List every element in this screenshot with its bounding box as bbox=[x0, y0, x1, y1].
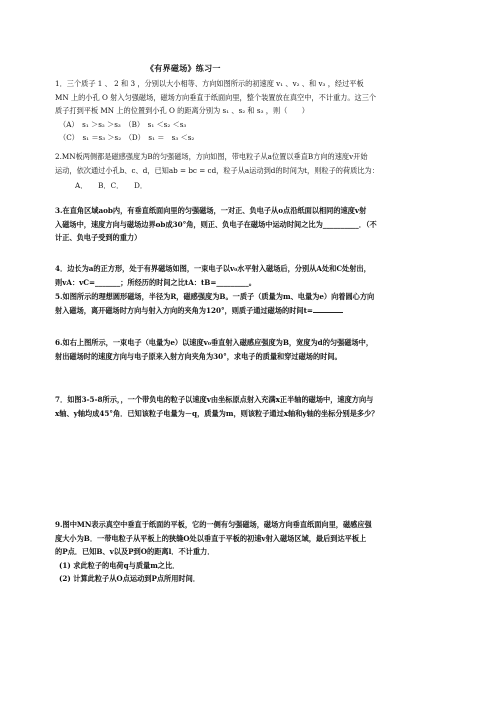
question-3 bbox=[55, 204, 455, 245]
q9-line-2: 度大小为B．一带电粒子从平板上的狭缝O处以垂直于平板的初速v射入磁场区域，最后到达平板上 bbox=[55, 533, 367, 543]
q9-subquestion-2: (2) 计算此粒子从O点运动到P点所用时间． bbox=[59, 574, 200, 584]
q4-line-2: 则vA：vC=_______；所经历的时间之比tA：tB=_________。 bbox=[55, 277, 256, 287]
q3-line-3: 计正、负电子受到的重力） bbox=[55, 233, 142, 243]
question-6 bbox=[55, 336, 455, 363]
question-9 bbox=[55, 518, 455, 586]
question-4 bbox=[55, 262, 455, 289]
question-7 bbox=[55, 393, 455, 420]
q1-line-3: 质子打到平板 MN 上的位置到小孔 O 的距离分别为 s₁ 、s₂ 和 s₃ ，则（ ） bbox=[55, 106, 309, 116]
q1-line-1: 1．三个质子 1 、 2 和 3 ，分别以大小相等、方向如图所示的初速度 v₁ 、v₂ 、和 v₃ ，经过平板 bbox=[55, 79, 364, 88]
question-1 bbox=[55, 77, 455, 145]
q9-line-1: 9.图中MN表示真空中垂直于纸面的平板，它的一侧有匀强磁场，磁场方向垂直纸面向里，磁感应强 bbox=[55, 520, 372, 529]
q9-subquestion-1: (1) 求此粒子的电荷q与质量m之比． bbox=[59, 560, 180, 570]
question-5 bbox=[55, 290, 455, 317]
q7-line-1: 7．如图3-5-8所示，，一个带负电的粒子以速度v由坐标原点射入充满x正半轴的磁场中，速度方向与 bbox=[55, 395, 374, 404]
q3-line-2: 入磁场中，速度方向与磁场边界ob成30°角，则正、负电子在磁场中运动时间之比为__________．（不 bbox=[55, 219, 377, 229]
q1-line-2: MN 上的小孔 O 射入匀强磁场，磁场方向垂直于纸面向里，整个装置放在真空中，不计重力。这三个 bbox=[55, 92, 377, 102]
q5-line-1: 5.如图所示的理想圆形磁场，半径为R，磁感强度为B。一质子（质量为m、电量为e）向着圆心方向 bbox=[55, 292, 375, 301]
q3-line-1: 3.在直角区域aob内，有垂直纸面向里的匀强磁场，一对正、负电子从o点沿纸面以相同的速度v射 bbox=[55, 206, 367, 215]
q2-options: A． B．C． D． bbox=[75, 181, 148, 191]
q1-options-cd: （C） s₁ ＝s₃ ＞s₂ （D） s₁ ＝ s₃ ＜s₂ bbox=[59, 133, 195, 143]
q2-line-2: 运动，依次通过小孔b、c、d，已知ab = bc = cd，粒子从a运动到d的时间为t，则粒子的荷质比为： bbox=[55, 165, 379, 175]
q6-line-2: 射出磁场时的速度方向与电子原来入射方向夹角为30°，求电子的质量和穿过磁场的时间。 bbox=[55, 351, 342, 361]
q9-line-3: 的P点．已知B、v以及P到O的距离l．不计重力． bbox=[55, 547, 215, 557]
q1-options-ab: （A） s₁ ＞s₂ ＞s₃ （B） s₁ ＜s₂ ＜s₃ bbox=[59, 119, 187, 129]
q6-line-1: 6.如右上图所示，一束电子（电量为e）以速度v₀垂直射入磁感应强度为B，宽度为d的匀强磁场中， bbox=[55, 338, 374, 347]
q7-line-2: x轴、y轴均成45°角．已知该粒子电量为－q，质量为m，则该粒子通过x轴和y轴的坐标分别是多少？ bbox=[55, 408, 379, 418]
q5-answer-blank bbox=[313, 305, 343, 313]
q2-line-1: 2.MN板两侧都是磁感强度为B的匀强磁场，方向如图，带电粒子从a位置以垂直B方向的速度v开始 bbox=[55, 152, 368, 161]
q4-line-1: 4．边长为a的正方形，处于有界磁场如图，一束电子以v₀水平射入磁场后，分别从A处和C处射出， bbox=[55, 264, 371, 273]
q5-line-2: 射入磁场，离开磁场时方向与射入方向的夹角为120°，则质子通过磁场的时间t= bbox=[55, 304, 455, 318]
worksheet-title: 《有界磁场》练习一 bbox=[146, 63, 221, 73]
question-2 bbox=[55, 150, 455, 193]
